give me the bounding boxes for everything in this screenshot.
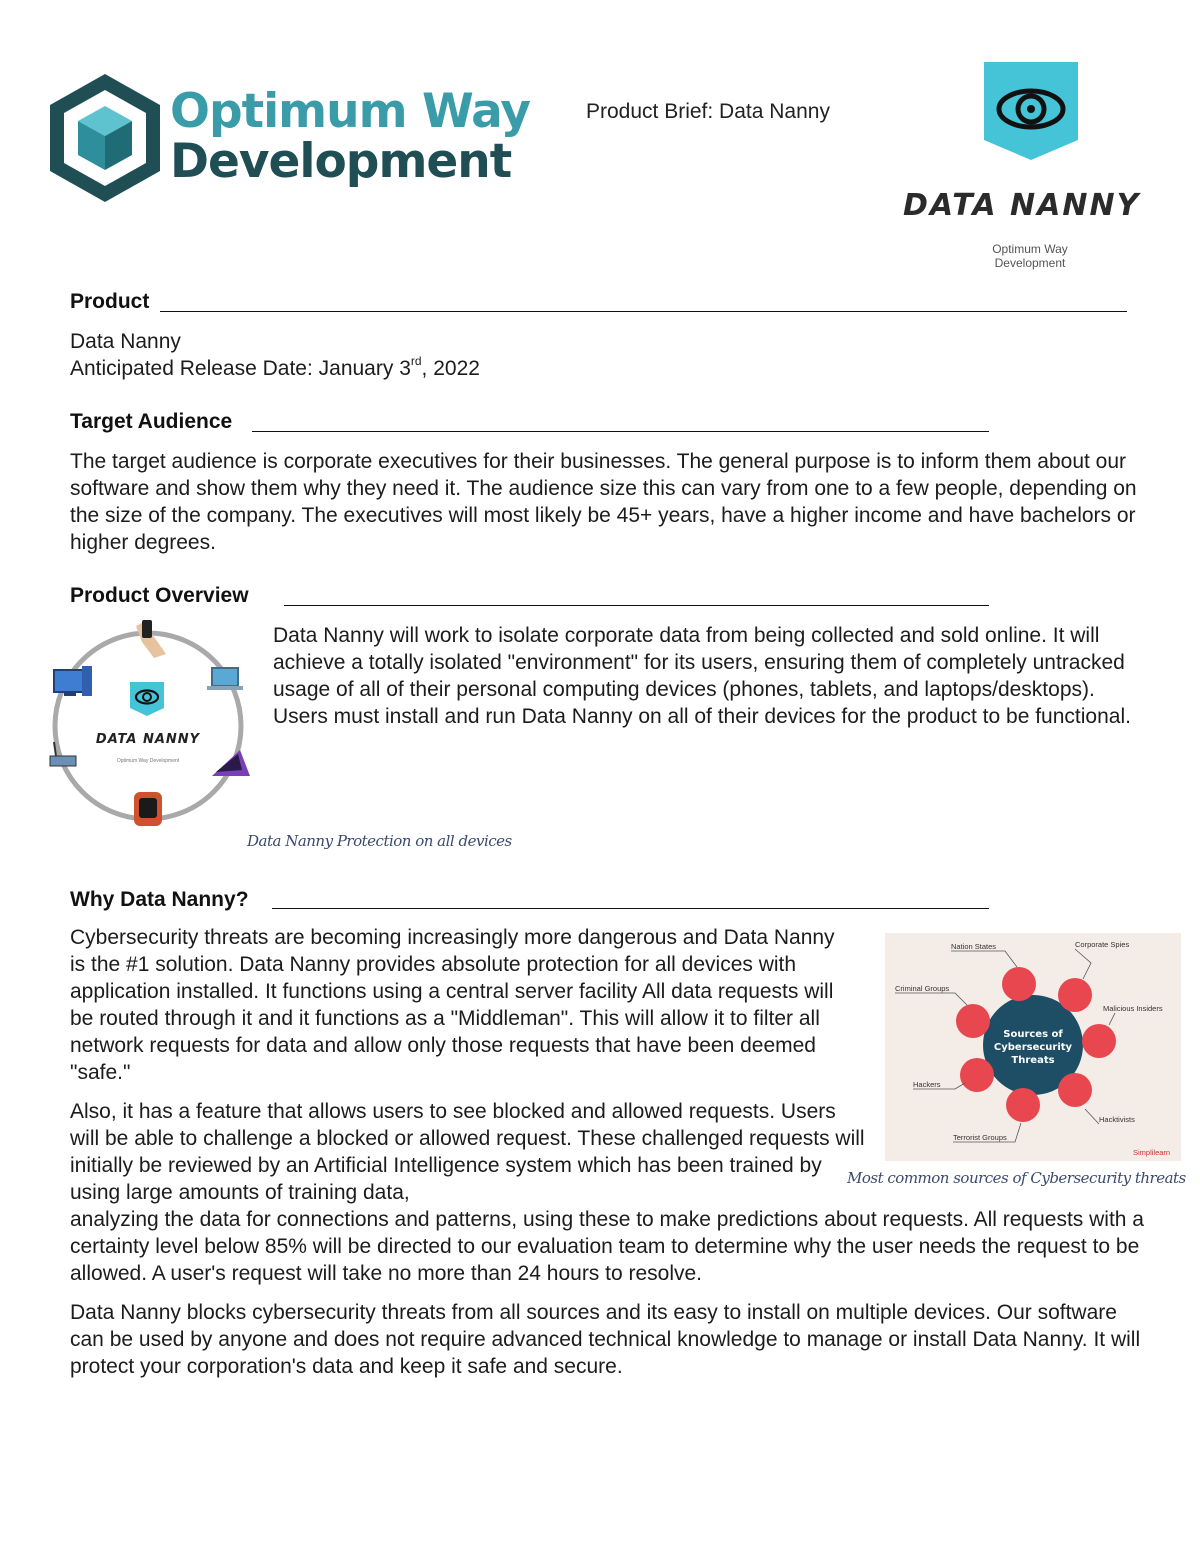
heading-rule	[284, 605, 989, 606]
threats-caption: Most common sources of Cybersecurity threats	[847, 1169, 1186, 1187]
heading-rule	[252, 431, 989, 432]
threat-node-terrorist-groups	[1006, 1088, 1040, 1122]
router-icon	[50, 742, 76, 766]
threat-node-nation-states	[1002, 967, 1036, 1001]
threat-node-hacktivists	[1058, 1073, 1092, 1107]
why-paragraph-3: Data Nanny blocks cybersecurity threats from all sources and its easy to install on multiple devices. Our software can be used by anyone and does not require advanced technical knowledge to manage or install Data Nanny. It will protect your corporation's data and keep it safe and secure.	[70, 1301, 1141, 1378]
company-name-line2: Development	[170, 134, 512, 189]
desktop-icon	[54, 666, 92, 696]
threat-label-terrorist-groups: Terrorist Groups	[953, 1133, 1007, 1142]
audience-paragraph: The target audience is corporate executives for their businesses. The general purpose is to inform them about our software and show them why they need it. The audience size this can vary from one to a few people, depending on the size of the company. The executives will most likely be 45+ years, have a higher income and have bachelors or higher degrees.	[70, 450, 1137, 554]
threat-label-nation-states: Nation States	[951, 942, 997, 951]
company-name-line1: Optimum Way	[170, 84, 531, 139]
threat-node-corporate-spies	[1058, 978, 1092, 1012]
device-protection-diagram	[44, 620, 260, 832]
logo-subtitle-line1: Optimum Way	[992, 242, 1068, 256]
section-heading-why: Why Data Nanny?	[70, 888, 249, 911]
threat-center-line3: Threats	[1011, 1055, 1055, 1066]
document-title: Product Brief: Data Nanny	[586, 100, 830, 123]
threat-label-criminal-groups: Criminal Groups	[895, 984, 950, 993]
threat-label-hacktivists: Hacktivists	[1099, 1115, 1135, 1124]
why-paragraph-1: Cybersecurity threats are becoming increasingly more dangerous and Data Nanny is the #1 solution. Data Nanny provides absolute protection for all devices with application installed. It functions using a central server facility All data requests will be routed through it and it functions as a "Middleman". This will allow it to filter all network requests for data and allow only those requests that have been deemed "safe."	[70, 926, 835, 1084]
threat-center-line2: Cybersecurity	[993, 1042, 1073, 1053]
smartwatch-icon	[134, 792, 162, 826]
heading-rule	[272, 908, 989, 909]
release-date-prefix: Anticipated Release Date: January 3	[70, 357, 411, 380]
threat-brand: Simplilearn	[1133, 1148, 1171, 1157]
logo-subtitle	[960, 242, 1100, 270]
threat-node-malicious-insiders	[1082, 1024, 1116, 1058]
why-paragraph-2-cont: analyzing the data for connections and patterns, using these to make predictions about requests. All requests with a certainty level below 85% will be directed to our evaluation team to determine why the user needs the request to be allowed. A user's request will take no more than 24 hours to resolve.	[70, 1208, 1144, 1285]
diagram-logo-word: DATA NANNY	[95, 732, 201, 747]
threat-node-hackers	[960, 1058, 994, 1092]
logo-subtitle-line2: Development	[994, 256, 1066, 270]
threat-center-line1: Sources of	[1003, 1029, 1063, 1040]
heading-rule	[160, 311, 1127, 312]
threat-sources-diagram	[885, 933, 1181, 1161]
why-paragraph-2-wrapped: Also, it has a feature that allows users to see blocked and allowed requests. Users will be able to challenge a blocked or allowed request. These challenged requests will initially be reviewed by an Artificial Intelligence system which has been trained by using large amounts of training data,	[70, 1100, 865, 1204]
phone-hand-icon	[136, 620, 166, 658]
threat-label-malicious-insiders: Malicious Insiders	[1103, 1004, 1163, 1013]
release-date-sup: rd	[410, 354, 422, 368]
release-date-suffix: , 2022	[421, 357, 480, 380]
tablet-icon	[212, 750, 250, 776]
product-name: Data Nanny	[70, 330, 181, 353]
data-nanny-wordmark: DATA NANNY	[903, 188, 1141, 223]
laptop-icon	[207, 668, 243, 690]
section-heading-overview: Product Overview	[70, 584, 249, 607]
threat-node-criminal-groups	[956, 1004, 990, 1038]
section-heading-audience: Target Audience	[70, 410, 233, 433]
diagram-logo-sub: Optimum Way Development	[116, 758, 180, 764]
overview-paragraph: Data Nanny will work to isolate corporate data from being collected and sold online. It will achieve a totally isolated "environment" for its users, ensuring them of completely untracked usage of all of their personal computing devices (phones, tablets, and laptops/desktops). Users must install and run Data Nanny on all of their devices for the product to be functional.	[273, 624, 1131, 728]
eye-badge-icon	[984, 62, 1078, 160]
hexagon-cube-icon	[46, 72, 164, 204]
threat-label-corporate-spies: Corporate Spies	[1075, 940, 1130, 949]
overview-caption: Data Nanny Protection on all devices	[247, 832, 512, 850]
threat-label-hackers: Hackers	[913, 1080, 941, 1089]
section-heading-product: Product	[70, 290, 150, 313]
release-date	[70, 355, 480, 382]
